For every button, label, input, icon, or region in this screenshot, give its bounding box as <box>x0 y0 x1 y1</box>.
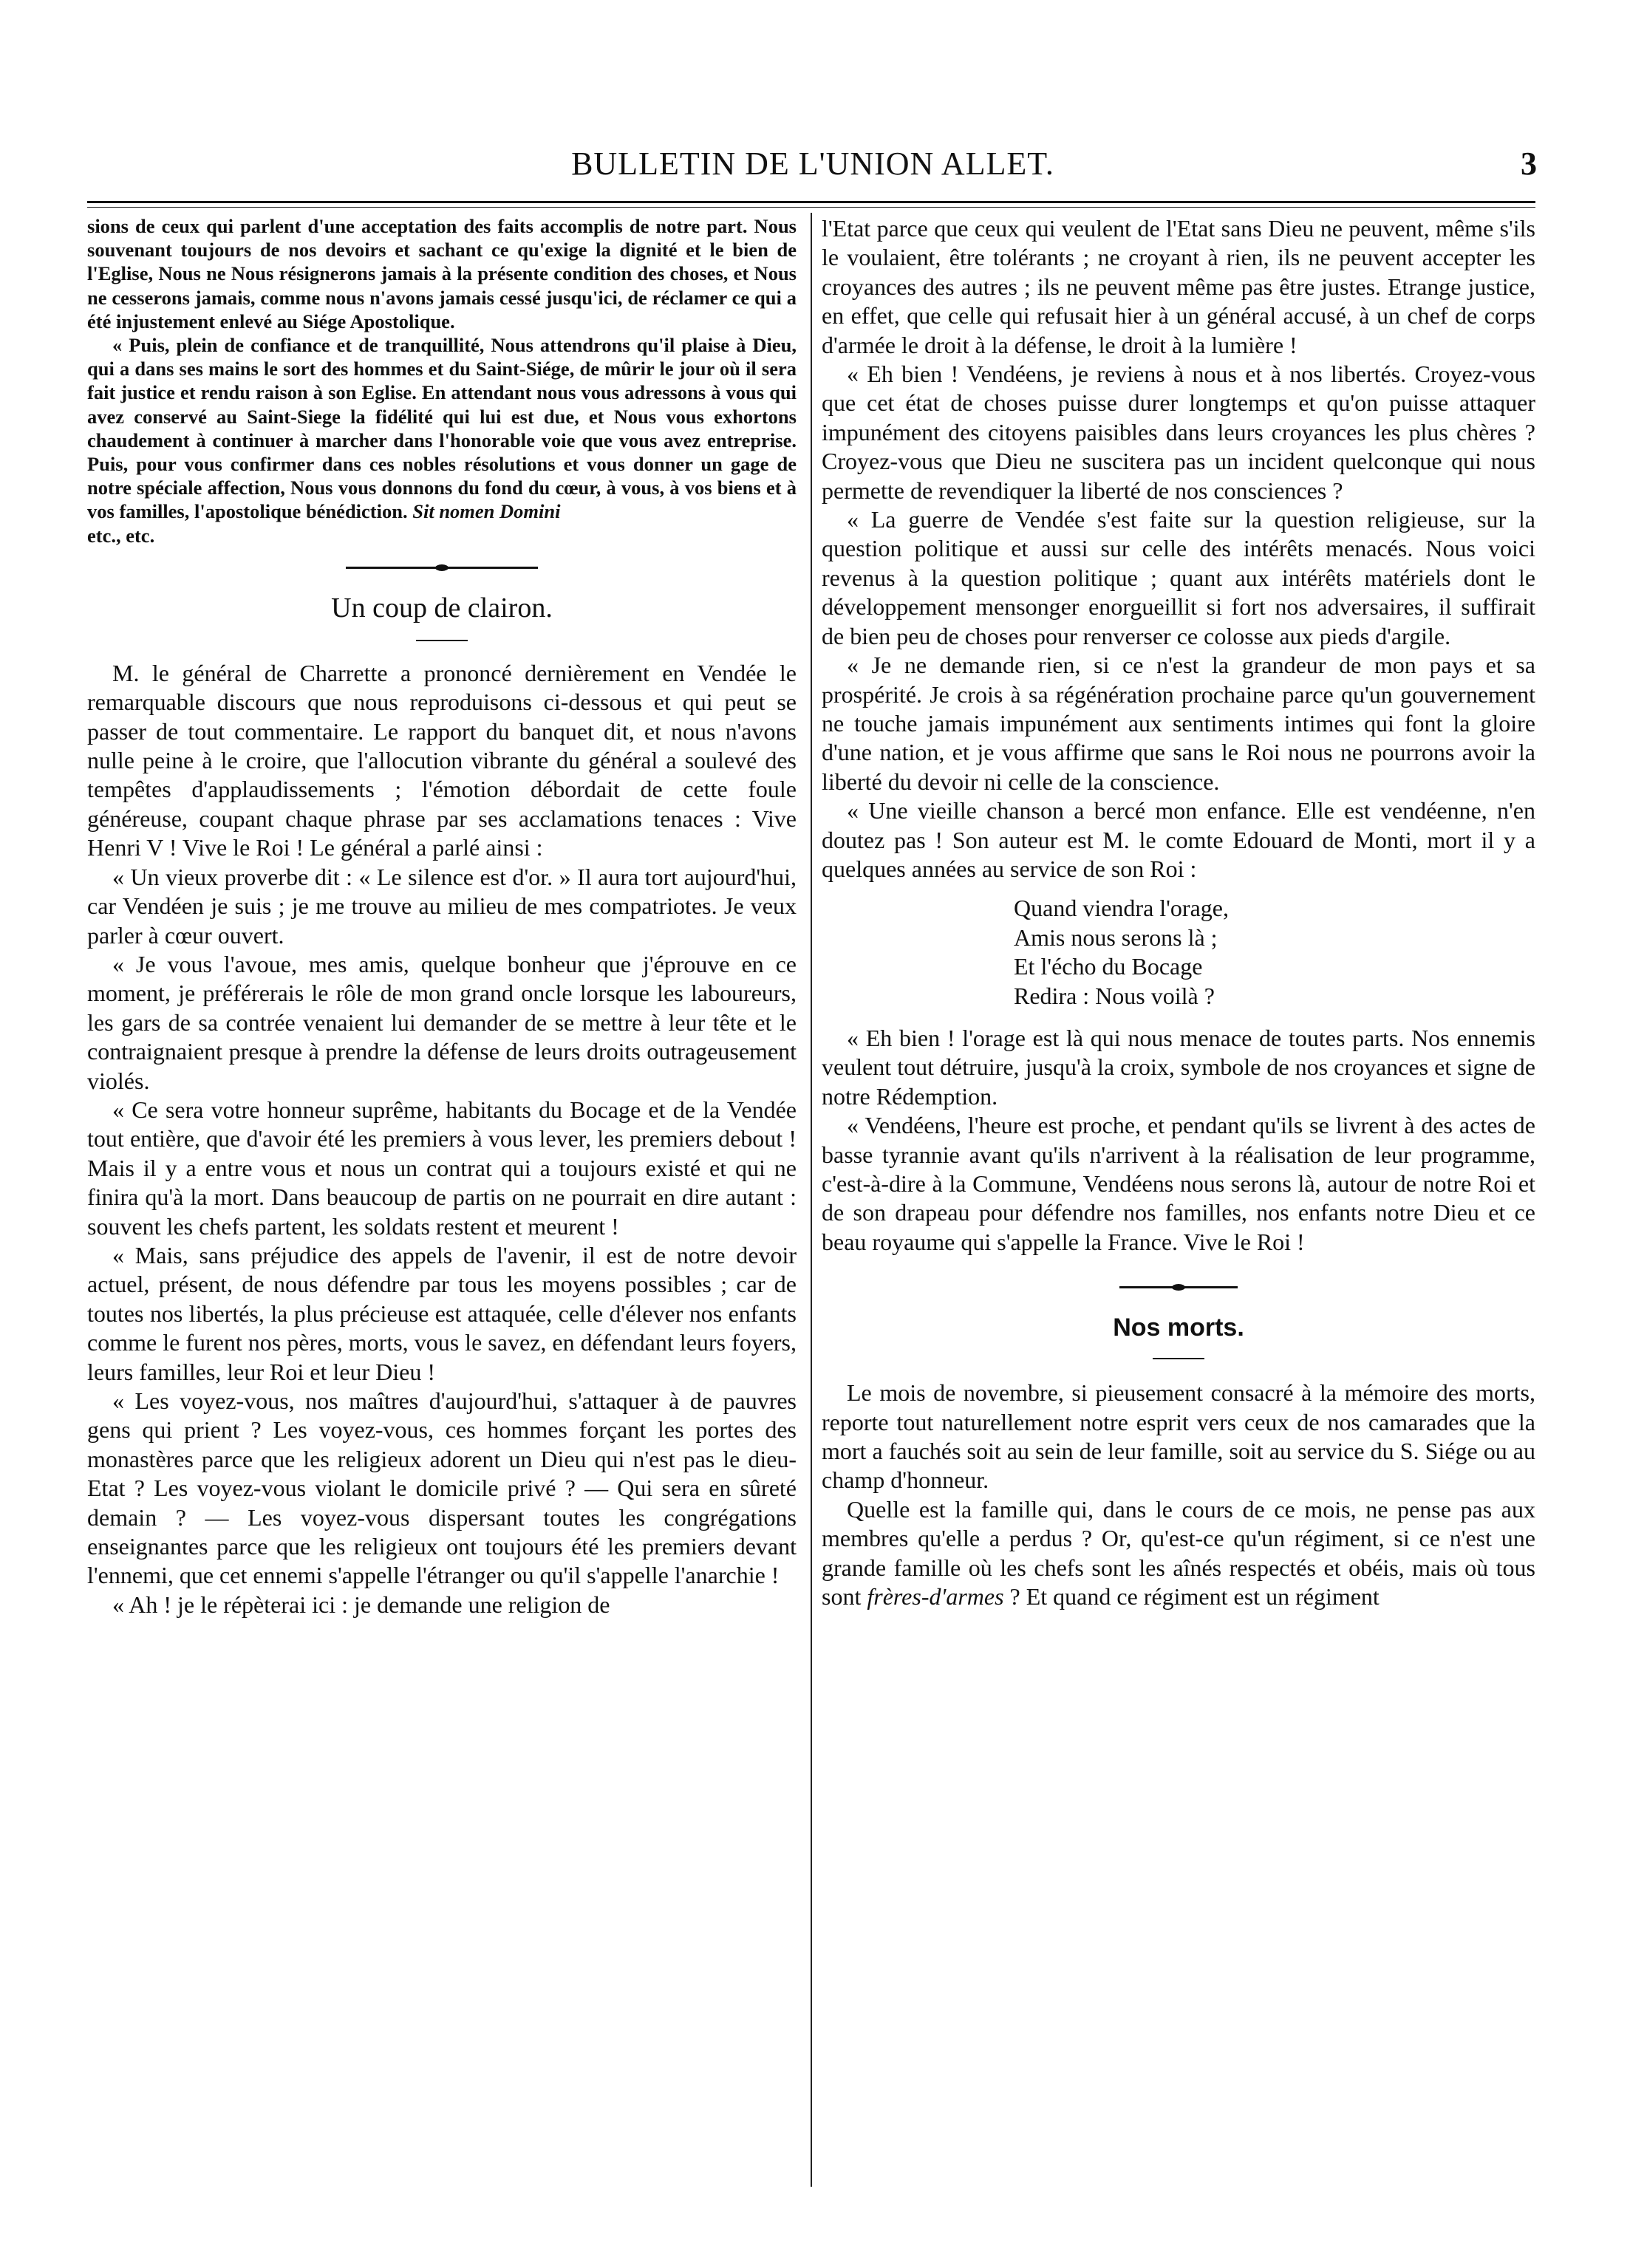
header-rule-thin <box>87 207 1535 208</box>
paragraph: « Mais, sans préjudice des appels de l'avenir, il est de notre devoir actuel, présent, de nous défendre par tous les moyens possibles ; car de toutes nos libertés, la plus précieuse est attaquée, celle d'élever nos enfants comme le furent nos pères, morts, vous le savez, en défendant leurs foyers, leurs familles, leur Roi et leur Dieu ! <box>87 1241 797 1385</box>
paragraph: « La guerre de Vendée s'est faite sur la question religieuse, sur la question politique et aussi sur celle des intérêts menacés. Nous voici revenus à la question politique ; quant aux intérêts matériels dont le développement mensonger enorgueillit si fort nos adversaires, il suffirait de bien peu de choses pour renverser ce colosse aux pieds d'argile. <box>822 506 1535 649</box>
column-divider <box>811 213 812 2187</box>
paragraph: « Je ne demande rien, si ce n'est la grandeur de mon pays et sa prospérité. Je crois à sa régénération prochaine parce qu'un gouvernement ne touche jamais impunément aux sentiments intimes qui font la gloire d'une nation, et je vous affirme que sans le Roi nous ne pourrons avoir la liberté du devoir ni celle de la conscience. <box>822 652 1535 795</box>
paragraph: l'Etat parce que ceux qui veulent de l'Etat sans Dieu ne peuvent, même s'ils le voulaient, être tolérants ; ne croyant à rien, ils ne peuvent accepter les croyances des autres ; ils ne peuvent même pas être justes. Etrange justice, en effet, que celle qui refusait hier à un général accusé, à un chef de corps d'armée le droit à la défense, le droit à la lumière ! <box>822 215 1535 358</box>
poem-line: Amis nous serons là ; <box>1014 923 1218 951</box>
paragraph: « Eh bien ! l'orage est là qui nous menace de toutes parts. Nos ennemis veulent tout détruire, jusqu'à la croix, symbole de nos croyances et signe de notre Rédemption. <box>822 1024 1535 1110</box>
paragraph: « Un vieux proverbe dit : « Le silence est d'or. » Il aura tort aujourd'hui, car Vendéen je suis ; je me trouve au milieu de mes compatriotes. Je veux parler à cœur ouvert. <box>87 863 797 949</box>
italic-term: frères-d'armes <box>867 1583 1004 1611</box>
title-rule <box>1153 1358 1204 1359</box>
paragraph: « Une vieille chanson a bercé mon enfance. Elle est vendéenne, n'en doutez pas ! Son auteur est M. le comte Edouard de Monti, mort il y a quelques années au service de son Roi : <box>822 797 1535 882</box>
poem-line: Quand viendra l'orage, <box>1014 895 1229 922</box>
section-separator <box>346 567 538 569</box>
page-number: 3 <box>1521 146 1537 182</box>
page-header <box>89 145 1537 189</box>
paragraph: « Vendéens, l'heure est proche, et pendant qu'ils se livrent à des actes de basse tyrannie avant qu'ils n'arrivent à la réalisation de leur programme, c'est-à-dire à la Commune, Vendéens nous serons là, autour de notre Roi et de son drapeau pour défendre nos familles, nos enfants notre Dieu et ce beau royaume qui s'appelle la France. Vive le Roi ! <box>822 1112 1535 1255</box>
paragraph: Le mois de novembre, si pieusement consacré à la mémoire des morts, reporte tout naturellement notre esprit vers ceux de nos camarades que la mort a fauchés soit au sein de leur famille, soit au service du S. Siége ou au champ d'honneur. <box>822 1379 1535 1494</box>
poem-line: Redira : Nous voilà ? <box>1014 982 1215 1009</box>
section-title-nos-morts: Nos morts. <box>1113 1314 1244 1342</box>
paragraph: « Je vous l'avoue, mes amis, quelque bonheur que j'éprouve en ce moment, je préférerais le rôle de mon grand oncle lorsque les laboureurs, les gars de sa contrée venaient lui demander de se mettre à leur tête et le contraignaient presque à prendre la défense de leurs droits outrageusement violés. <box>87 950 797 1094</box>
poem <box>1014 894 1535 1011</box>
article-nos-morts <box>822 1379 1535 1611</box>
paragraph: Quelle est la famille qui, dans le cours de ce mois, ne pense pas aux membres qu'elle a perdus ? Or, qu'est-ce qu'un régiment, si ce n'est une grande famille où les chefs sont les aînés respectés et obéis, mais où tous sont frères-d'armes ? Et quand ce régiment est un régiment <box>822 1495 1535 1611</box>
poem-line: Et l'écho du Bocage <box>1014 953 1203 980</box>
article-clairon <box>87 659 797 1619</box>
latin-phrase: Sit nomen Domini <box>412 500 561 523</box>
papal-letter-excerpt <box>87 214 797 547</box>
header-rule <box>87 201 1535 203</box>
right-column <box>822 214 1535 1611</box>
page-title: BULLETIN DE L'UNION ALLET. <box>571 146 1054 182</box>
paragraph: « Eh bien ! Vendéens, je reviens à nous et à nos libertés. Croyez-vous que cet état de choses puisse durer longtemps et qu'on puisse attaquer impunément des citoyens paisibles dans leurs croyances les plus chères ? Croyez-vous que Dieu ne suscitera pas un incident quelconque qui nous permette de revendiquer la liberté de nos consciences ? <box>822 361 1535 504</box>
paragraph: sions de ceux qui parlent d'une acceptation des faits accomplis de notre part. Nous souvenant toujours de nos devoirs et sachant ce qu'exige la dignité et le bien de l'Eglise, Nous ne Nous résignerons jamais à la présente condition des choses, et Nous ne cesserons jamais, comme nous n'avons jamais cessé jusqu'ici, de réclamer ce qui a été injustement enlevé au Siége Apostolique. <box>87 215 797 332</box>
paragraph: etc., etc. <box>87 524 155 547</box>
paragraph: « Ce sera votre honneur suprême, habitants du Bocage et de la Vendée tout entière, que d'avoir été les premiers à vous lever, les premiers debout ! Mais il y a entre vous et nous un contrat qui a toujours existé et qui ne finira qu'à la mort. Dans beaucoup de partis on ne pourrait en dire autant : souvent les chefs partent, les soldats restent et meurent ! <box>87 1096 797 1240</box>
paragraph: M. le général de Charrette a prononcé dernièrement en Vendée le remarquable discours que nous reproduisons ci-dessous et qui peut se passer de tout commentaire. Le rapport du banquet dit, et nous n'avons nulle peine à le croire, que l'allocution vibrante du général a soulevé des tempêtes d'applaudissements ; l'émotion débordait de cette foule généreuse, coupant chaque phrase par ses acclamations tenaces : Vive Henri V ! Vive le Roi ! Le général a parlé ainsi : <box>87 659 797 861</box>
paragraph: « Les voyez-vous, nos maîtres d'aujourd'hui, s'attaquer à de pauvres gens qui prient ? Les voyez-vous, ces hommes forçant les portes des monastères parce que les religieux adorent un Dieu qui n'est pas le dieu-Etat ? Les voyez-vous violant le domicile privé ? — Qui sera en sûreté demain ? — Les voyez-vous dispersant toutes les congrégations enseignantes parce que les religieux ont toujours été les premiers devant l'ennemi, que cet ennemi s'appelle l'étranger ou qu'il s'appelle l'anarchie ! <box>87 1387 797 1589</box>
paragraph: « Ah ! je le répèterai ici : je demande une religion de <box>112 1591 610 1618</box>
section-title-clairon: Un coup de clairon. <box>331 592 553 624</box>
title-rule <box>416 640 468 641</box>
article-clairon-continued <box>822 214 1535 1257</box>
left-column <box>87 214 797 1619</box>
section-separator <box>1119 1286 1238 1288</box>
paragraph: « Puis, plein de confiance et de tranquillité, Nous attendrons qu'il plaise à Dieu, qui a dans ses mains le sort des hommes et du Saint-Siége, de mûrir le jour où il sera fait justice et rendu raison à son Eglise. En attendant nous vous adressons à vous qui avez conservé au Saint-Siege la fidélité qui lui est due, et Nous vous exhortons chaudement à continuer à marcher dans l'honorable voie que vous avez entreprise. Puis, pour vous confirmer dans ces nobles résolutions et vous donner un gage de notre spéciale affection, Nous vous donnons du fond du cœur, à vous, à vos biens et à vos familles, l'apostolique bénédiction. Sit nomen Domini <box>87 334 797 523</box>
